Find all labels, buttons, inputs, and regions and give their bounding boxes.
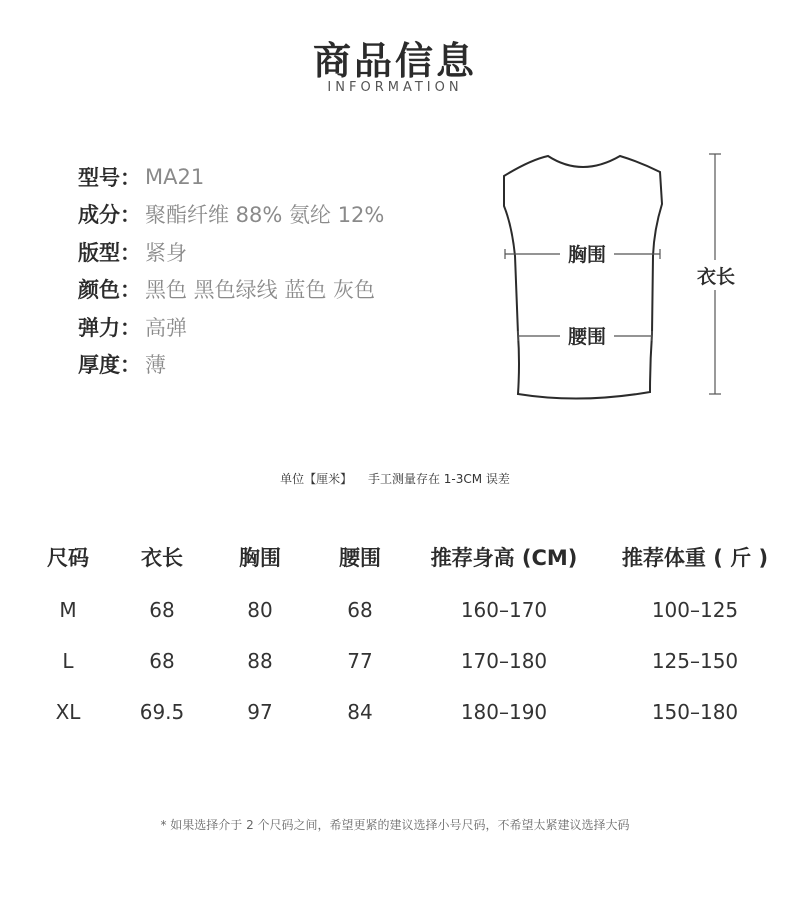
spec-row-material (78, 196, 384, 234)
cell-length: 69.5 (139, 699, 185, 724)
header-waist: 腰围 (339, 546, 381, 570)
cell-size: L (62, 648, 74, 673)
spec-label: 厚度： (78, 353, 141, 378)
cell-weight: 100–125 (651, 597, 739, 622)
spec-label: 版型： (78, 240, 141, 265)
waist-label: 腰围 (567, 326, 607, 348)
cell-waist: 84 (347, 699, 373, 724)
cell-height: 160–170 (460, 597, 548, 622)
cell-chest: 88 (247, 648, 273, 673)
spec-value: MA21 (145, 164, 205, 189)
spec-row-fit (78, 233, 384, 271)
size-footnote: * 如果选择介于 2 个尺码之间，希望更紧的建议选择小号尺码，不希望太紧建议选择大码 (160, 818, 630, 832)
cell-size: XL (55, 699, 81, 724)
size-table (20, 530, 790, 737)
spec-label: 成分： (78, 203, 141, 228)
cell-height: 170–180 (460, 648, 548, 673)
size-table-header (20, 530, 790, 584)
cell-length: 68 (149, 648, 175, 673)
header-weight: 推荐体重 ( 斤 ) (621, 546, 769, 570)
cell-waist: 77 (347, 648, 373, 673)
length-label: 衣长 (696, 266, 736, 288)
spec-value: 紧身 (145, 240, 187, 265)
unit-note (0, 470, 790, 487)
shirt-measurement-diagram (490, 148, 750, 408)
spec-value: 黑色 黑色绿线 蓝色 灰色 (145, 278, 376, 303)
table-row (20, 635, 790, 686)
spec-label: 型号： (78, 165, 141, 190)
cell-weight: 150–180 (651, 699, 739, 724)
shirt-outline (504, 156, 662, 399)
cell-chest: 80 (247, 597, 273, 622)
spec-label: 弹力： (78, 315, 141, 340)
spec-value: 薄 (145, 353, 166, 378)
header-length: 衣长 (141, 546, 183, 570)
spec-row-color (78, 271, 384, 309)
cell-weight: 125–150 (651, 648, 739, 673)
header-chest: 胸围 (239, 546, 281, 570)
spec-label: 颜色： (78, 278, 141, 303)
spec-value: 聚酯纤维 88% 氨纶 12% (145, 203, 385, 228)
cell-size: M (59, 597, 77, 622)
spec-row-thickness (78, 346, 384, 384)
spec-row-elasticity (78, 308, 384, 346)
chest-label: 胸围 (567, 244, 607, 266)
tolerance-label: 手工测量存在 1-3CM 误差 (367, 472, 510, 486)
page-title: 商品信息 (312, 39, 477, 83)
page-subtitle: INFORMATION (327, 80, 463, 95)
spec-list (78, 158, 384, 383)
unit-label: 单位【厘米】 (280, 472, 353, 486)
header-size: 尺码 (47, 546, 89, 570)
table-row (20, 584, 790, 635)
cell-length: 68 (149, 597, 175, 622)
cell-height: 180–190 (460, 699, 548, 724)
table-row (20, 686, 790, 737)
header-height: 推荐身高 (CM) (430, 546, 578, 570)
spec-value: 高弹 (145, 315, 187, 340)
cell-waist: 68 (347, 597, 373, 622)
spec-row-model (78, 158, 384, 196)
cell-chest: 97 (247, 699, 273, 724)
